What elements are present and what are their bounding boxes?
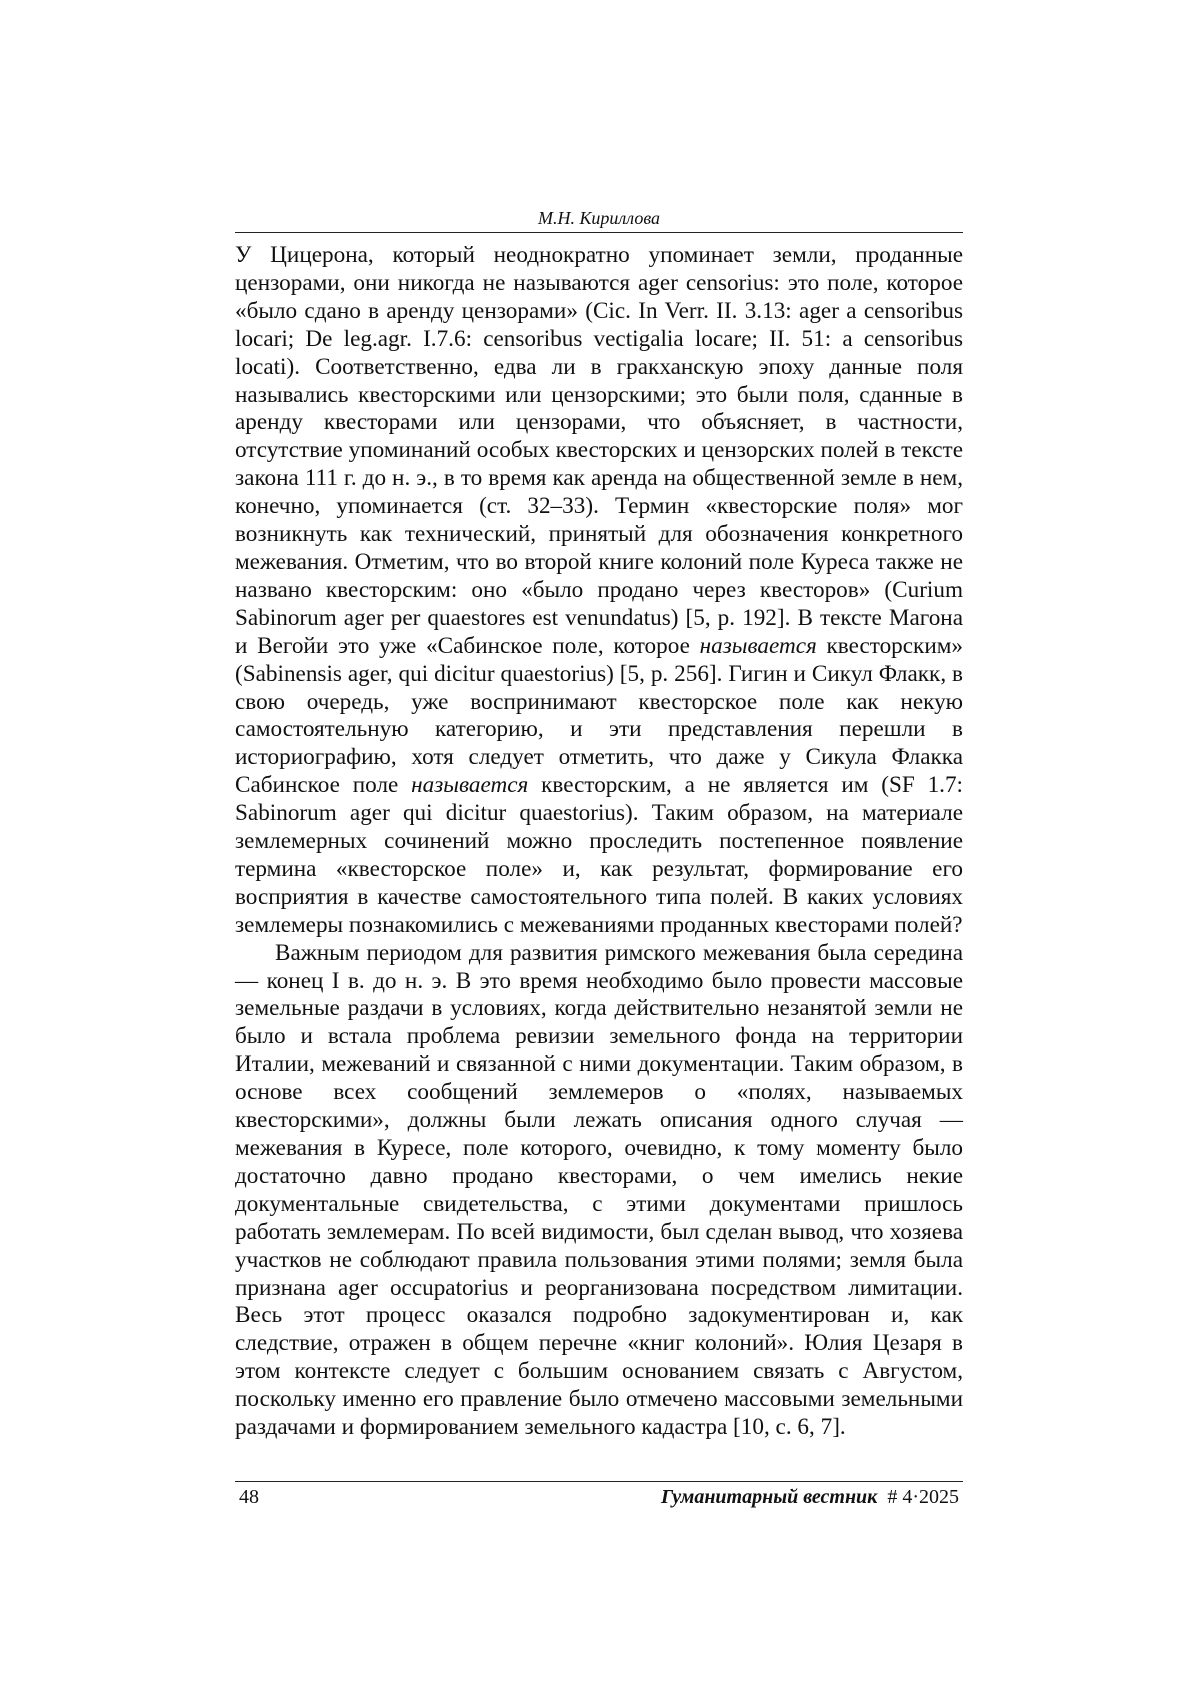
header-rule [235, 232, 963, 233]
journal-info [661, 1484, 959, 1510]
page-footer [235, 1484, 963, 1510]
journal-issue: # 4·2025 [887, 1486, 959, 1508]
running-head-author: М.Н. Кириллова [537, 208, 661, 228]
footer-rule [235, 1481, 963, 1482]
journal-name: Гуманитарный вестник [661, 1486, 878, 1508]
emphasis-called-2: называется [411, 772, 529, 799]
page-number: 48 [239, 1486, 259, 1508]
paragraph-1-text-c: квесторским, а не является им (SF 1.7: Sabinorum ager qui dicitur quaestorius). Таким образом, на материале землемерных сочинений можно проследить постепенное появление термина «квесторское поле» и, как результат, формирование его восприятия в качестве самостоятельного типа полей. В каких условиях землемеры познакомились с межеваниями проданных квесторами полей? [235, 772, 963, 938]
paragraph-2: Важным периодом для развития римского межевания была середина — конец I в. до н. э. В это время необходимо было провести массовые земельные раздачи в условиях, когда действительно незанятой земли не было и встала проблема ревизии земельного фонда на территории Италии, межеваний и связанной с ними документации. Таким образом, в основе всех сообщений землемеров о «полях, называемых квесторскими», должны были лежать описания одного случая — межевания в Куресе, поле которого, очевидно, к тому моменту было достаточно давно продано квесторами, о чем имелись некие документальные свидетельства, с этими документами пришлось работать землемерам. По всей видимости, был сделан вывод, что хозяева участков не соблюдают правила пользования этими полями; земля была признана ager occupatorius и реорганизована посредством лимитации. Весь этот процесс оказался подробно задокументирован и, как следствие, отражен в общем перечне «книг колоний». Юлия Цезаря в этом контексте следует с большим основанием связать с Августом, поскольку именно его правление было отмечено массовыми земельными раздачами и формированием земельного кадастра [10, с. 6, 7]. [235, 939, 963, 1441]
article-body [235, 242, 963, 1442]
paragraph-1 [235, 242, 963, 940]
paragraph-1-text-b: квесторским» (Sabinensis ager, qui dicitur quaestorius) [5, p. 256]. Гигин и Сикул Флакк, в свою очередь, уже воспринимают квесторское поле как некую самостоятельную категорию, и эти представления перешли в историографию, хотя следует отметить, что даже у Сикула Флакка Сабинское поле [235, 632, 964, 799]
document-page [235, 0, 963, 1698]
paragraph-1-text-a: У Цицерона, который неоднократно упоминает земли, проданные цензорами, они никогда не называются ager censorius: это поле, которое «было сдано в аренду цензорами» (Cic. In Verr. II. 3.13: ager a censoribus locari; De leg.agr. I.7.6: censoribus vectigalia locare; II. 51: a censoribus locati). Соответственно, едва ли в гракханскую эпоху данные поля назывались квесторскими или цензорскими; это были поля, сданные в аренду квесторами или цензорами, что объясняет, в частности, отсутствие упоминаний особых квесторских и цензорских полей в тексте закона 111 г. до н. э., в то время как аренда на общественной земле в нем, конечно, упоминается (ст. 32–33). Термин «квесторские поля» мог возникнуть как технический, принятый для обозначения конкретного межевания. Отметим, что во второй книге колоний поле Куреса также не названо квесторским: оно «было продано через квесторов» (Curium Sabinorum ager per quaestores est venundatus) [5, p. 192]. В тексте Магона и Вегойи это уже «Сабинское поле, которое [235, 242, 963, 659]
emphasis-called-1: называется [699, 632, 817, 659]
